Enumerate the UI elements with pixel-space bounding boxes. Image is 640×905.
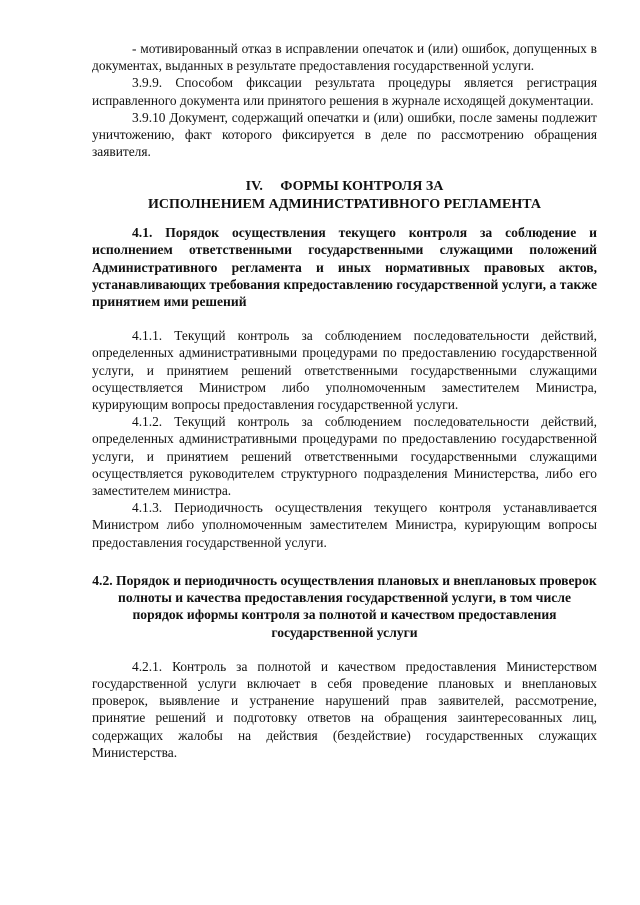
paragraph-3-9-10: 3.9.10 Документ, содержащий опечатки и (или) ошибки, после замены подлежит уничтожению, факт которого фиксируется в деле по рассмотрению обращения заявителя. (92, 109, 597, 160)
section-title-line-1: IV. ФОРМЫ КОНТРОЛЯ ЗА (245, 179, 444, 195)
paragraph-4-2-1: 4.2.1. Контроль за полнотой и качеством предоставления Министерством государственной услуги включает в себя проведение плановых и внеплановых проверок, выявление и устранение нарушений прав заявителей, рассмотрение, принятие решений и подготовку ответов на обращения заинтересованных лиц, содержащих жалобы на действия (бездействие) государственных служащих Министерства. (92, 658, 597, 760)
section-title (92, 178, 597, 213)
subsection-4-1-heading: 4.1. Порядок осуществления текущего контроля за соблюдение и исполнением ответственными государственными служащими положений Административного регламента и иных нормативных правовых актов, устанавливающих требования кпредоставлению государственной услуги, а также принятием ими решений (92, 225, 597, 310)
document-page (92, 40, 597, 761)
paragraph-4-1-1: 4.1.1. Текущий контроль за соблюдением последовательности действий, определенных административными процедурами по предоставлению государственной услуги, и принятием решений ответственными государственными служащими осуществляется Министром либо уполномоченным заместителем Министра, курирующим вопросы предоставления государственной услуги. (92, 328, 597, 413)
paragraph-4-1-3: 4.1.3. Периодичность осуществления текущего контроля устанавливается Министром либо уполномоченным заместителем Министра, курирующим вопросы предоставления государственной услуги. (92, 500, 597, 550)
paragraph-4-1-2: 4.1.2. Текущий контроль за соблюдением последовательности действий, определенных административными процедурами по предоставлению государственной услуги, и принятием решений ответственными государственными служащими осуществляется руководителем структурного подразделения Министерства, либо его заместителем министра. (92, 414, 597, 499)
section-title-line-2: ИСПОЛНЕНИЕМ АДМИНИСТРАТИВНОГО РЕГЛАМЕНТА (148, 196, 541, 212)
paragraph-refusal: - мотивированный отказ в исправлении опечаток и (или) ошибок, допущенных в документах, выданных в результате предоставления государственной услуги. (92, 41, 597, 74)
paragraph-3-9-9: 3.9.9. Способом фиксации результата процедуры является регистрация исправленного документа или принятого решения в журнале исходящей документации. (92, 75, 597, 108)
subsection-4-2-heading: 4.2. Порядок и периодичность осуществления плановых и внеплановых проверок полноты и качества предоставления государственной услуги, в том числе порядок иформы контроля за полнотой и качеством предоставления государственной услуги (92, 572, 597, 640)
